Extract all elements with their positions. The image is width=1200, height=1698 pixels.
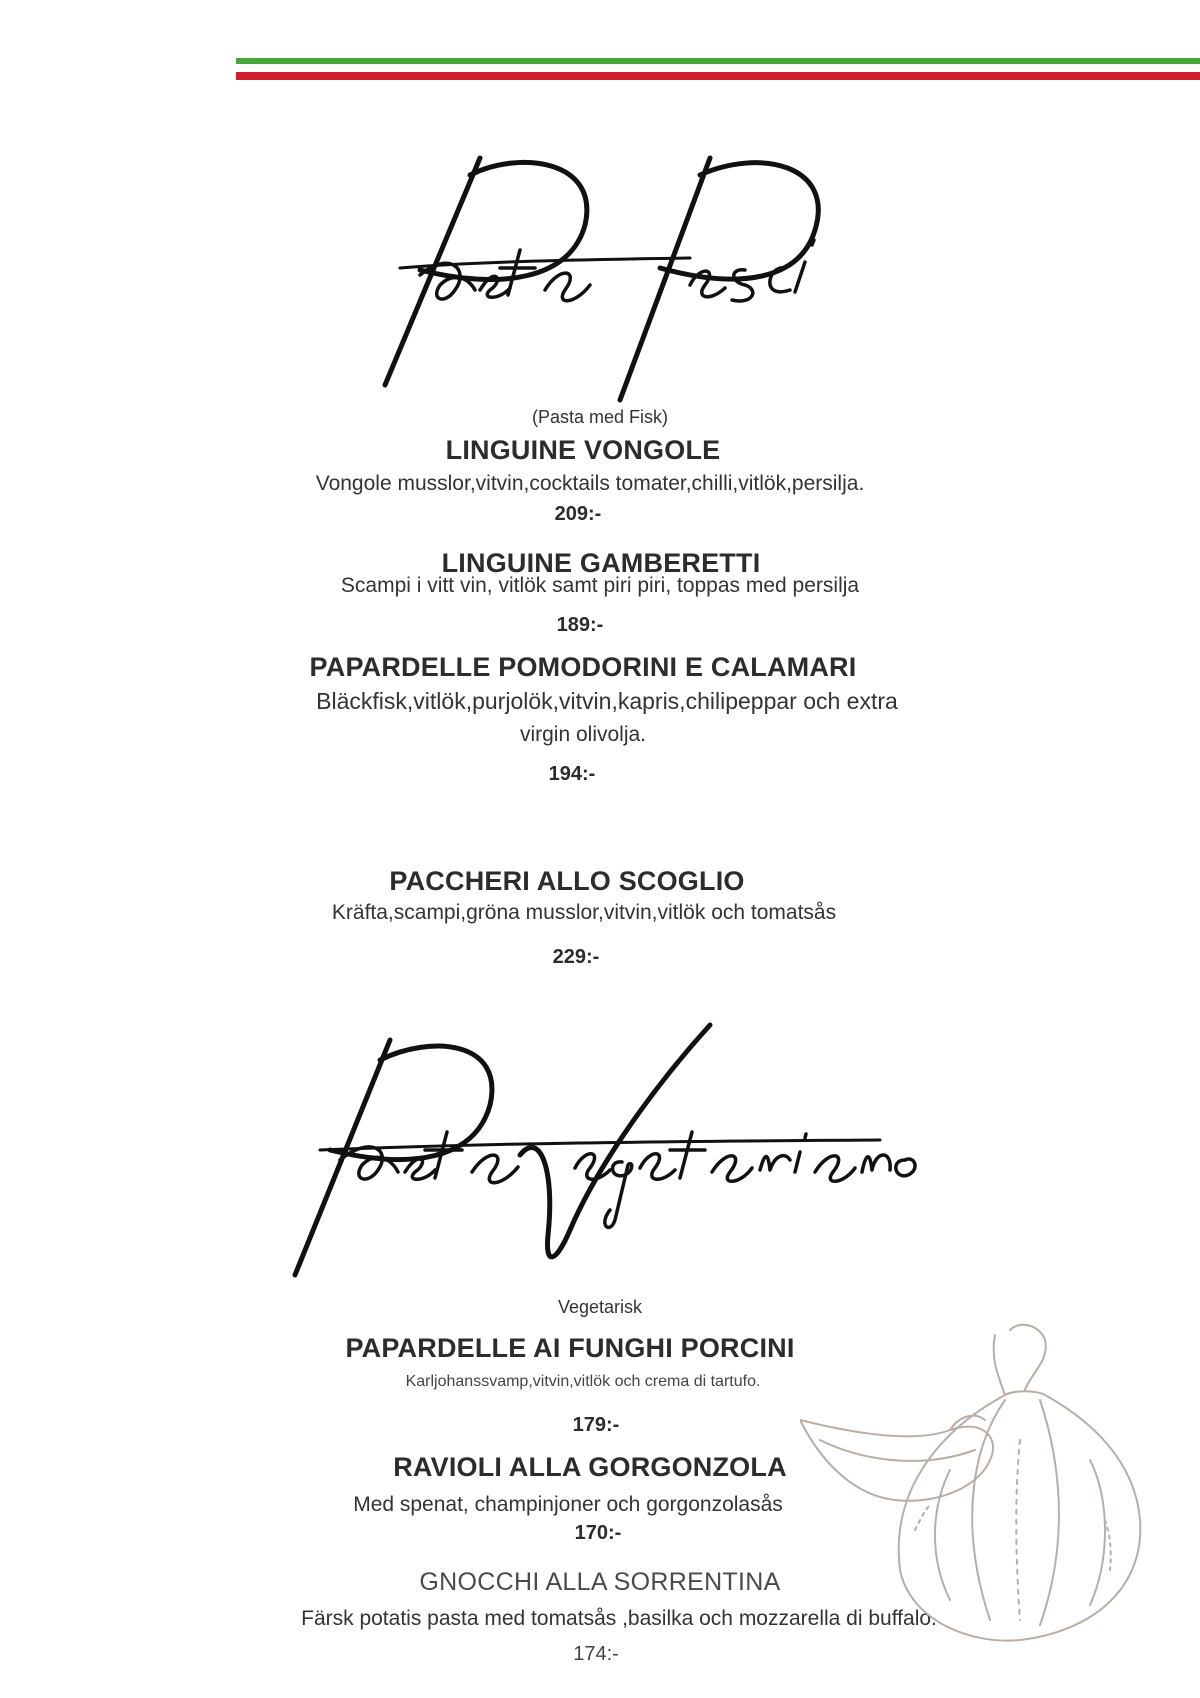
flag-stripe-red	[236, 72, 1200, 80]
menu-item-price: 194:-	[548, 763, 596, 785]
menu-item-description: Bläckfisk,vitlök,purjolök,vitvin,kapris,chilipeppar och extra	[316, 688, 898, 714]
menu-item-name: LINGUINE GAMBERETTI	[441, 548, 761, 578]
garlic-illustration	[800, 1320, 1180, 1660]
menu-item-price: 189:-	[556, 614, 604, 636]
menu-item-price: 170:-	[574, 1522, 622, 1544]
section-title-pasta-vegetariano	[0, 1020, 1200, 1300]
menu-item-name: PACCHERI ALLO SCOGLIO	[389, 866, 745, 896]
menu-item-price: 229:-	[552, 946, 600, 968]
section-subtitle: (Pasta med Fisk)	[531, 407, 669, 427]
menu-item-description: Scampi i vitt vin, vitlök samt piri piri, toppas med persilja	[340, 574, 860, 597]
section-subtitle: Vegetarisk	[557, 1297, 643, 1317]
menu-item-description-cont: virgin olivolja.	[519, 723, 647, 746]
menu-item-name: LINGUINE VONGOLE	[445, 435, 721, 465]
menu-item-price: 179:-	[572, 1414, 620, 1436]
section-title-pasta-pesci	[0, 140, 1200, 410]
menu-item-name: PAPARDELLE POMODORINI E CALAMARI	[309, 652, 857, 682]
menu-item-name: GNOCCHI ALLA SORRENTINA	[419, 1568, 781, 1596]
menu-item-description: Färsk potatis pasta med tomatsås ,basilka och mozzarella di buffalo.	[301, 1607, 937, 1630]
flag-stripe-green	[236, 58, 1200, 64]
menu-item-description: Med spenat, champinjoner och gorgonzolasås	[353, 1493, 783, 1516]
menu-item-price: 209:-	[554, 503, 602, 525]
menu-item-description: Kräfta,scampi,gröna musslor,vitvin,vitlök och tomatsås	[331, 901, 837, 924]
menu-item-name: RAVIOLI ALLA GORGONZOLA	[393, 1452, 787, 1482]
menu-item-description: Karljohanssvamp,vitvin,vitlök och crema di tartufo.	[405, 1373, 761, 1390]
menu-item-price: 174:-	[573, 1643, 619, 1665]
menu-item-name: PAPARDELLE AI FUNGHI PORCINI	[345, 1333, 795, 1363]
menu-item-description: Vongole musslor,vitvin,cocktails tomater,chilli,vitlök,persilja.	[315, 472, 865, 495]
